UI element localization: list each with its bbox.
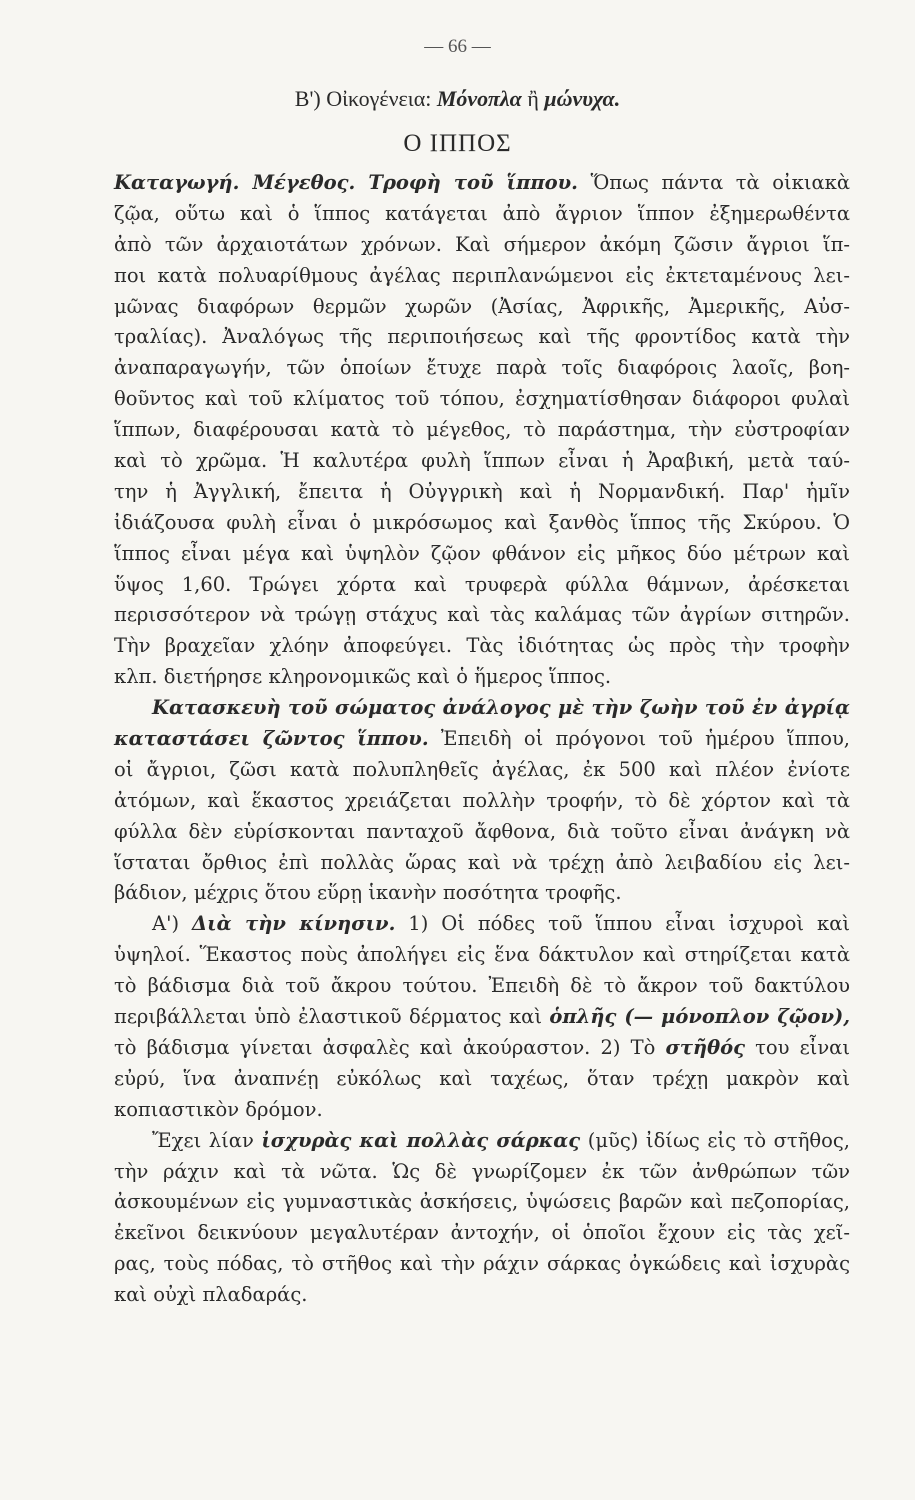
text-line [114,570,850,601]
text-line [114,631,850,662]
family-heading-prefix: Β') Οἰκογένεια: [294,86,437,111]
text-line [114,415,850,446]
family-heading-term-2: μώνυχα. [544,86,621,111]
text-run: ὕψος 1,60. Τρώγει χόρτα καὶ τρυφερὰ φύλλα θάμνων, ἀρέσκεται [114,572,850,596]
text-line [114,1095,850,1126]
emphasis-text: Καταγωγή. Μέγεθος. Τροφὴ τοῦ ἵππου. [114,171,578,194]
text-run: φύλλα δὲν εὑρίσκονται πανταχοῦ ἄφθονα, διὰ τοῦτο εἶναι ἀνάγκη νὰ [114,819,850,843]
text-line [114,1033,850,1064]
text-run: του εἶναι [745,1035,850,1059]
emphasis-text: καταστάσει ζῶντος ἵππου. [114,727,429,751]
text-line [114,477,850,508]
text-run: Τὴν βραχεῖαν χλόην ἀποφεύγει. Τὰς ἰδιότητας ὡς πρὸς τὴν τροφὴν [114,634,850,658]
text-run: κλπ. διετήρησε κληρονομικῶς καὶ ὁ ἥμερος ἵππος. [114,665,612,689]
text-run: (μῦς) ἰδίως εἰς τὸ στῆθος, [580,1128,850,1152]
text-run: οἱ ἄγριοι, ζῶσι κατὰ πολυπληθεῖς ἀγέλας, ἐκ 500 καὶ πλέον ἐνίοτε [114,757,850,781]
text-line [114,1157,850,1188]
text-line [114,508,850,539]
body-text [114,168,850,1311]
text-line [114,1218,850,1249]
family-heading-term: Μόνοπλα [436,86,522,111]
text-line [114,817,850,848]
text-run: κοπιαστικὸν δρόμον. [114,1097,323,1121]
text-line [114,199,850,230]
text-run: Α') [152,912,192,936]
text-run: περισσότερον νὰ τρώγῃ στάχυς καὶ τὰς καλάμας τῶν ἀγρίων σιτηρῶν. [114,603,850,627]
text-line [114,909,850,940]
page-number: — 66 — [424,36,491,57]
text-run: ζῷα, οὕτω καὶ ὁ ἵππος κατάγεται ἀπὸ ἄγριον ἵππον ἐξημερωθέντα [114,201,850,225]
emphasis-text: στῆθός [665,1035,745,1059]
text-run: θοῦντος καὶ τοῦ κλίματος τοῦ τόπου, ἐσχηματίσθησαν διάφοροι φυλαὶ [114,387,850,411]
text-run: τὸ βάδισμα διὰ τοῦ ἄκρου τούτου. Ἐπειδὴ δὲ τὸ ἄκρον τοῦ δακτύλου [114,974,850,998]
family-heading-middle: ἢ [521,86,545,111]
text-run: ἀναπαραγωγήν, τῶν ὁποίων ἔτυχε παρὰ τοῖς διαφόροις λαοῖς, βοη- [114,356,850,380]
text-line [114,230,850,261]
text-run: ἀπὸ τῶν ἀρχαιοτάτων χρόνων. Καὶ σήμερον ἀκόμη ζῶσιν ἄγριοι ἵπ- [114,232,850,256]
text-line [114,848,850,879]
text-line [114,292,850,323]
text-run: τραλίας). Ἀναλόγως τῆς περιποιήσεως καὶ τῆς φροντίδος κατὰ τὴν [114,325,850,349]
text-line [114,724,850,755]
text-run: ἀσκουμένων εἰς γυμναστικὰς ἀσκήσεις, ὑψώσεις βαρῶν καὶ πεζοπορίας, [114,1190,850,1214]
text-run: περιβάλλεται ὑπὸ ἐλαστικοῦ δέρματος καὶ [114,1005,550,1029]
text-line [114,384,850,415]
text-run: καὶ οὐχὶ πλαδαράς. [114,1283,308,1307]
text-run: Ἐπειδὴ οἱ πρόγονοι τοῦ ἡμέρου ἵππου, [428,727,850,751]
text-run: Ἔχει λίαν [152,1128,262,1152]
text-run: την ἡ Ἀγγλική, ἔπειτα ἡ Οὐγγρικὴ καὶ ἡ Νορμανδική. Παρ' ἡμῖν [114,479,850,503]
text-run: 1) Οἱ πόδες τοῦ ἵππου εἶναι ἰσχυροὶ καὶ [395,912,851,936]
text-line [114,539,850,570]
text-line [114,600,850,631]
text-run: ἵππων, διαφέρουσαι κατὰ τὸ μέγεθος, τὸ παράστημα, τὴν εὐστροφίαν [114,418,850,442]
text-run: ποι κατὰ πολυαρίθμους ἀγέλας περιπλανώμενοι εἰς ἐκτεταμένους λει- [114,263,850,287]
text-run: ρας, τοὺς πόδας, τὸ στῆθος καὶ τὴν ράχιν σάρκας ὀγκώδεις καὶ ἰσχυρὰς [114,1252,850,1276]
emphasis-text: ἰσχυρὰς καὶ πολλὰς σάρκας [261,1128,581,1152]
text-line [114,755,850,786]
emphasis-text: Κατασκευὴ τοῦ σώματος ἀνάλογος μὲ τὴν ζωὴν τοῦ ἐν ἀγρίᾳ [152,696,850,720]
text-run: καὶ τὸ χρῶμα. Ἡ καλυτέρα φυλὴ ἵππων εἶναι ἡ Ἀραβική, μετὰ ταύ- [114,449,850,473]
text-line [114,261,850,292]
text-line [114,693,850,724]
text-run: Ὅπως πάντα τὰ οἰκιακὰ [577,171,850,194]
text-line [114,1187,850,1218]
text-run: ἐκεῖνοι δεικνύουν μεγαλυτέραν ἀντοχήν, οἱ ὁποῖοι ἔχουν εἰς τὰς χεῖ- [114,1221,850,1245]
text-line [114,1064,850,1095]
text-run: βάδιον, μέχρις ὅτου εὕρῃ ἱκανὴν ποσότητα τροφῆς. [114,881,622,905]
family-heading [0,86,915,112]
text-line [114,786,850,817]
text-line [114,940,850,971]
text-line [114,446,850,477]
text-line [114,1126,850,1157]
text-run: μῶνας διαφόρων θερμῶν χωρῶν (Ἀσίας, Ἀφρικῆς, Ἀμερικῆς, Αὐσ- [114,294,850,318]
text-run: ἀτόμων, καὶ ἕκαστος χρειάζεται πολλὴν τροφήν, τὸ δὲ χόρτον καὶ τὰ [114,788,850,812]
page-title: Ο ΙΠΠΟΣ [403,130,512,157]
text-line [114,971,850,1002]
text-line [114,878,850,909]
emphasis-text: ὁπλῆς (— μόνοπλον ζῷον), [549,1005,850,1029]
text-run: τὴν ράχιν καὶ τὰ νῶτα. Ὡς δὲ γνωρίζομεν ἐκ τῶν ἀνθρώπων τῶν [114,1159,850,1183]
text-line [114,322,850,353]
text-run: ἵσταται ὄρθιος ἐπὶ πολλὰς ὥρας καὶ νὰ τρέχῃ ἀπὸ λειβαδίου εἰς λει- [114,850,850,874]
text-run: τὸ βάδισμα γίνεται ἀσφαλὲς καὶ ἀκούραστον. 2) Τὸ [114,1035,666,1059]
text-run: ἰδιάζουσα φυλὴ εἶναι ὁ μικρόσωμος καὶ ξανθὸς ἵππος τῆς Σκύρου. Ὁ [114,510,850,534]
text-line [114,662,850,693]
emphasis-text: Διὰ τὴν κίνησιν. [192,912,396,936]
text-line [114,168,850,199]
text-run: ἵππος εἶναι μέγα καὶ ὑψηλὸν ζῷον φθάνον εἰς μῆκος δύο μέτρων καὶ [114,541,850,565]
text-run: ὑψηλοί. Ἕκαστος ποὺς ἀπολήγει εἰς ἕνα δάκτυλον καὶ στηρίζεται κατὰ [114,943,850,967]
text-line [114,1280,850,1311]
text-run: εὐρύ, ἵνα ἀναπνέῃ εὐκόλως καὶ ταχέως, ὅταν τρέχῃ μακρὸν καὶ [114,1066,850,1090]
text-line [114,1249,850,1280]
text-line [114,353,850,384]
text-line [114,1002,850,1033]
